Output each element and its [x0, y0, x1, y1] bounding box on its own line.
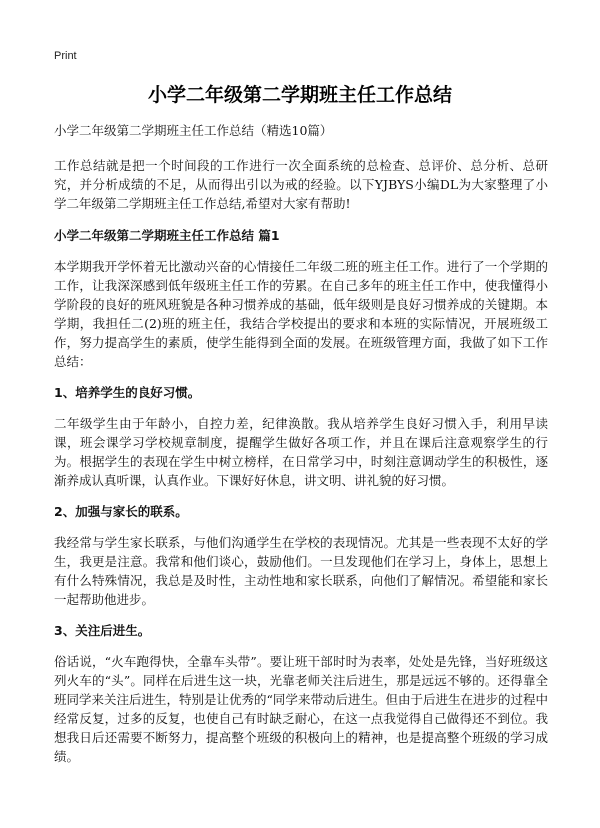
document-content: [54, 121, 548, 778]
section-heading: 3、关注后进生。: [54, 623, 151, 638]
section-heading: 1、培养学生的良好习惯。: [54, 385, 201, 400]
intro-paragraph: 工作总结就是把一个时间段的工作进行一次全面系统的总检查、总评价、总分析、总研究，并分析成绩的不足，从而得出引以为戒的经验。以下YJBYS小编DL为大家整理了小学二年级第二学期班主任工作总结,希望对大家有帮助!: [54, 158, 548, 211]
article-heading: 小学二年级第二学期班主任工作总结 篇1: [54, 228, 280, 243]
section-heading: 2、加强与家长的联系。: [54, 504, 188, 519]
document-subtitle: 小学二年级第二学期班主任工作总结（精选10篇）: [54, 123, 333, 138]
section-paragraph: 二年级学生由于年龄小，自控力差，纪律涣散。我从培养学生良好习惯入手，利用早读课，班会课学习学校规章制度，提醒学生做好各项工作，并且在课后注意观察学生的行为。根据学生的表现在学生中树立榜样，在日常学习中，时刻注意调动学生的积极性，逐渐养成认真听课，认真作业。下课好好休息，讲文明、讲礼貌的好习惯。: [54, 416, 548, 488]
print-link[interactable]: Print: [54, 50, 77, 62]
section-paragraph: 我经常与学生家长联系，与他们沟通学生在学校的表现情况。尤其是一些表现不太好的学生，我更是注意。我常和他们谈心，鼓励他们。一旦发现他们在学习上，身体上，思想上有什么特殊情况，我总是及时性，主动性地和家长联系，向他们了解情况。希望能和家长一起帮助他进步。: [54, 535, 548, 607]
article-intro-paragraph: 本学期我开学怀着无比激动兴奋的心情接任二年级二班的班主任工作。进行了一个学期的工作，让我深深感到低年级班主任工作的劳累。在自己多年的班主任工作中，使我懂得小学阶段的良好的班风班貌是各种习惯养成的基础，低年级则是良好习惯养成的关键期。本学期，我担任二(2)班的班主任，我结合学校提出的要求和本班的实际情况，开展班级工作，努力提高学生的素质，使学生能得到全面的发展。在班级管理方面，我做了如下工作总结：: [54, 259, 548, 369]
page-title: 小学二年级第二学期班主任工作总结: [147, 84, 452, 106]
section-paragraph: 俗话说，“火车跑得快，全靠车头带”。要让班干部时时为表率，处处是先锋，当好班级这列火车的“头”。同样在后进生这一块，光靠老师关注后进生，那是远远不够的。还得靠全班同学来关注后进生，特别是让优秀的“同学来带动后进生。但由于后进生在进步的过程中经常反复，过多的反复，也使自己有时缺乏耐心，在这一点我觉得自己做得还不到位。我想我日后还需要不断努力，提高整个班级的积极向上的精神，也是提高整个班级的学习成绩。: [54, 654, 548, 764]
